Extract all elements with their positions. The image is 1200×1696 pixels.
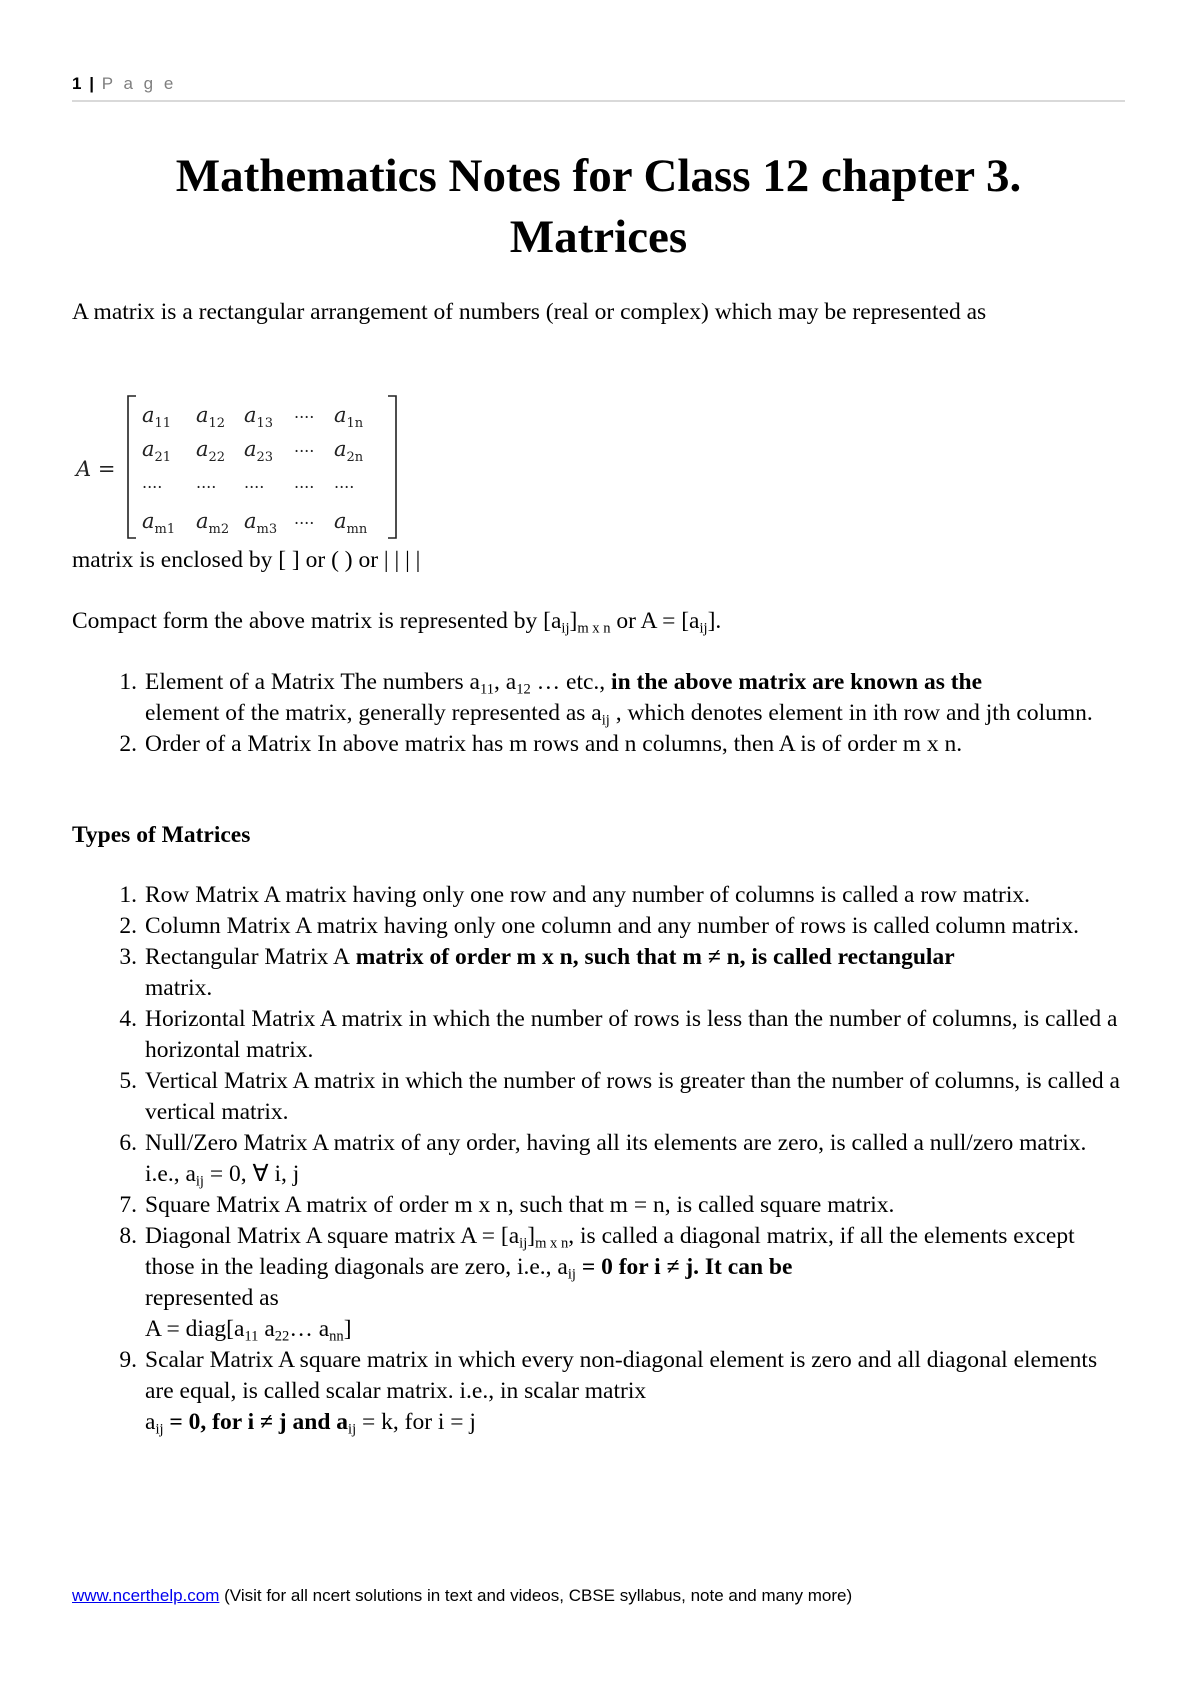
matrix-entry: .... [334, 473, 355, 492]
matrix-lhs: A = [76, 457, 116, 481]
footer-link[interactable]: www.ncerthelp.com [72, 1586, 220, 1605]
matrix-entry: $a_{13}$ [244, 403, 274, 431]
matrix-entry: .... [142, 473, 163, 492]
matrix-entry: $a_{m1}$ [142, 509, 176, 537]
page-label: P a g e [101, 74, 177, 93]
page-number: 1 [72, 74, 82, 93]
matrix-entry: $a_{23}$ [244, 437, 274, 465]
matrix-entry: .... [196, 473, 217, 492]
list-item: 3. Rectangular Matrix A matrix of order m x n, such that m ≠ n, is called rectangular matrix. [119, 944, 955, 1001]
page-title [72, 146, 1125, 268]
right-bracket [388, 396, 396, 538]
title-line-1: Mathematics Notes for Class 12 chapter 3. [175, 150, 1022, 202]
list-item: 8. Diagonal Matrix A square matrix $A = [a_{ij}]_{m x n}$, is called a diagonal matrix, if all the elements except those in the leading diagonals are zero, i.e., $a_{ij} = 0$ for i ≠ j. It can be represented as $A = diag[a_{11}$ $a_{22}\dots$ $a_{nn}$] [119, 1223, 1075, 1345]
page-header [72, 74, 1125, 102]
matrix-entry: $a_{12}$ [196, 403, 226, 431]
matrix-entry: $a_{1n}$ [334, 403, 364, 431]
header-separator: | [89, 74, 94, 93]
matrix-entry: .... [294, 437, 315, 456]
list-item: 2. Order of a Matrix In above matrix has m rows and n columns, then A is of order m x n. [119, 731, 963, 757]
header-rule [72, 100, 1125, 102]
matrix-entry: $a_{m3}$ [244, 509, 278, 537]
types-heading: Types of Matrices [72, 822, 251, 848]
list-item: 5. Vertical Matrix A matrix in which the number of rows is greater than the number of columns, is called a vertical matrix. [119, 1068, 1120, 1125]
matrix-entry: $a_{m2}$ [196, 509, 230, 537]
intro-paragraph: A matrix is a rectangular arrangement of numbers (real or complex) which may be represented as [72, 299, 987, 325]
matrix-cells [142, 403, 368, 537]
list-item: 4. Horizontal Matrix A matrix in which the number of rows is less than the number of columns, is called a horizontal matrix. [119, 1006, 1118, 1063]
compact-form-paragraph: Compact form the above matrix is represented by $[a_{ij}]_{m x n}$ or $A = [a_{ij}]$. [72, 608, 722, 637]
list-item: 1. Row Matrix A matrix having only one row and any number of columns is called a row matrix. [119, 882, 1030, 908]
page-footer [72, 1586, 1125, 1606]
enclosed-paragraph: matrix is enclosed by [ ] or ( ) or | | | | [72, 547, 421, 573]
list-item: 1. Element of a Matrix The numbers $a_{11}$, $a_{12}$ … etc., in the above matrix are known as the element of the matrix, generally represented as $a_{ij}$ , which denotes element in ith row and jth column. [119, 669, 1093, 729]
list-item: 7. Square Matrix A matrix of order m x n, such that m = n, is called square matrix. [119, 1192, 895, 1218]
left-bracket [128, 396, 136, 538]
list-item: 6. Null/Zero Matrix A matrix of any order, having all its elements are zero, is called a null/zero matrix. i.e., $a_{ij} = 0$, ∀ i, j [119, 1130, 1087, 1190]
matrix-entry: $a_{21}$ [142, 437, 172, 465]
list-item: 9. Scalar Matrix A square matrix in which every non-diagonal element is zero and all diagonal elements are equal, is called scalar matrix. i.e., in scalar matrix $a_{ij} = 0$, for i ≠ j and $a_{ij} = k$, for i = j [119, 1347, 1098, 1438]
title-line-2: Matrices [509, 211, 688, 263]
footer-text: (Visit for all ncert solutions in text and videos, CBSE syllabus, note and many more) [224, 1586, 853, 1605]
matrix-entry: .... [294, 473, 315, 492]
matrix-entry: $a_{2n}$ [334, 437, 364, 465]
matrix-figure [72, 392, 402, 542]
matrix-entry: $a_{mn}$ [334, 509, 368, 537]
matrix-entry: $a_{22}$ [196, 437, 226, 465]
types-list [72, 880, 1125, 1438]
basics-list [72, 667, 1125, 760]
matrix-entry: .... [294, 509, 315, 528]
matrix-entry: $a_{11}$ [142, 403, 172, 431]
list-item: 2. Column Matrix A matrix having only one column and any number of rows is called column matrix. [119, 913, 1079, 939]
matrix-entry: .... [244, 473, 265, 492]
matrix-entry: .... [294, 403, 315, 422]
